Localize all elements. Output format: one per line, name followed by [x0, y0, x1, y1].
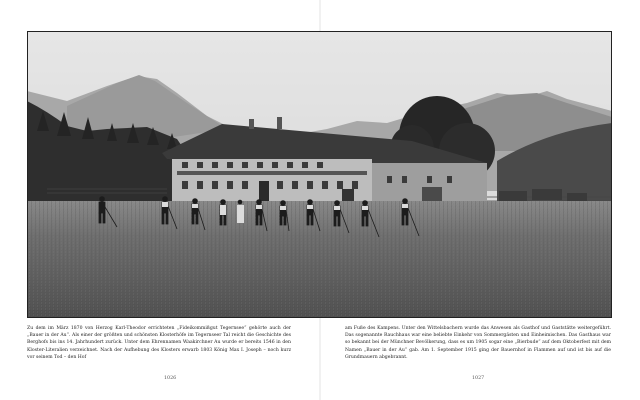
right-column-text: am Fuße des Kampens. Unter den Wittelsbachern wurde das Anwesen als Gasthof und Gaststätte weitergeführt. Das sogenannte Rauchhaus war eine beliebte Einkehr von Sommergästen und Einheimischen. Das Gasthaus war so bekannt bei der Münchner Bevölkerung, dass es um 1905 sogar eine „Bierbude“ auf dem Oktoberfest mit dem Namen „Bauer in der Au“ gab. Am 1. September 1915 ging der Bauernhof in Flammen auf und ist bis auf die Grundmauern abgebrannt.	[345, 326, 611, 360]
page-number-right: 1027	[472, 376, 485, 381]
page-number-left: 1026	[164, 376, 177, 381]
left-column-text: Zu dem im März 1870 von Herzog Karl-Theodor errichteten „Fideikommißgut Tegernsee“ gehörte auch der „Bauer in der Au“. Als einer der größten und schönsten Klosterhöfe im Tegernseer Tal reicht die Geschichte des Berghofs bis ins 14. Jahrhundert zurück. Unter dem Ehrennamen Waakirchner Au wurde er bereits 1546 in den Kloster-Literalien verzeichnet. Nach der Aufhebung des Klosters erwarb 1803 König Max I. Joseph – noch kurz vor seinem Tod – den Hof	[27, 326, 291, 360]
historic-photo	[27, 31, 612, 318]
photo-drawing	[27, 31, 612, 318]
